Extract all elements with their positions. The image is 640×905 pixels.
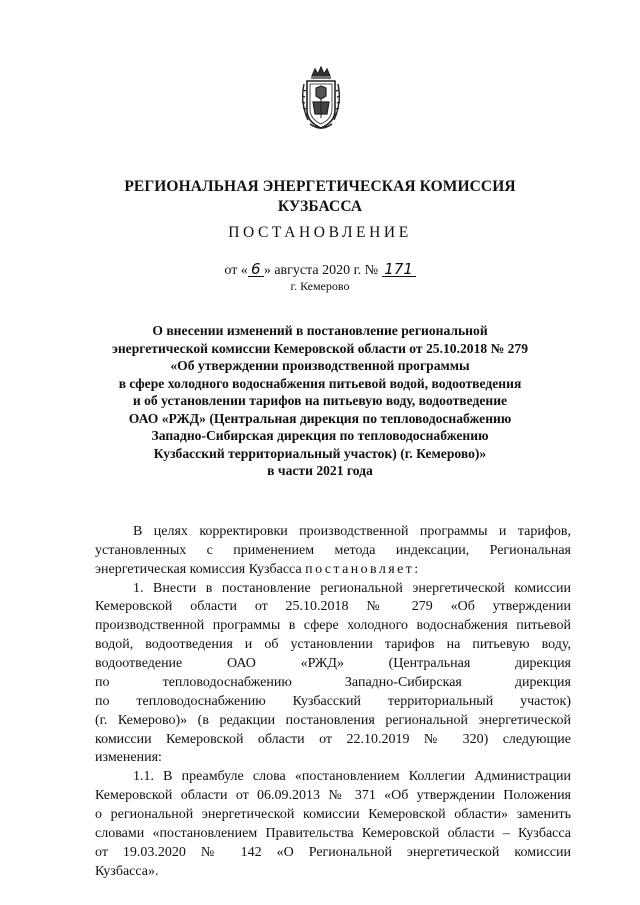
title-line: в части 2021 года	[267, 463, 373, 478]
body-line: словами «постановлением Правительства Кемеровской области – Кузбасса	[95, 826, 571, 841]
city: г. Кемерово	[290, 279, 350, 293]
title-line: «Об утверждении производственной программы	[170, 358, 470, 373]
body-line: установленных с применением метода индексации, Региональная	[95, 543, 571, 558]
body-line: о региональной энергетической комиссии Кемеровской области» заменить	[95, 807, 571, 822]
body-text: энергетическая комиссия Кузбасса	[95, 562, 306, 577]
title-line: Кузбасский территориальный участок) (г. Кемерово)»	[153, 446, 487, 461]
body-line: Кемеровской области от 25.10.2018 № 279 «Об утверждении	[95, 599, 571, 614]
body-line: от 19.03.2020 № 142 «О Региональной энергетической комиссии	[95, 845, 571, 860]
doc-number: 171	[382, 262, 416, 277]
body-line: Кузбасса».	[95, 864, 159, 879]
body-line: В целях корректировки производственной программы и тарифов,	[133, 524, 571, 539]
body-line: водоотведение ОАО «РЖД» (Центральная дирекция	[95, 656, 571, 671]
body-line: (г. Кемерово)» (в редакции постановления региональной энергетической	[95, 713, 571, 728]
title-line: энергетической комиссии Кемеровской области от 25.10.2018 № 279	[111, 341, 529, 356]
org-name-line2: КУЗБАССА	[277, 198, 363, 215]
date-prefix: от «	[224, 263, 248, 278]
body-line: 1. Внести в постановление региональной энергетической комиссии	[133, 581, 571, 596]
title-line: Западно-Сибирская дирекция по тепловодоснабжению	[151, 428, 489, 443]
title-line: О внесении изменений в постановление региональной	[152, 323, 488, 338]
body-line: изменения:	[95, 750, 162, 765]
body-line: по тепловодоснабжению Западно-Сибирская дирекция	[95, 675, 571, 690]
body-text: :	[414, 562, 419, 577]
resolves-word: постановляет	[305, 562, 415, 577]
title-line: ОАО «РЖД» (Центральная дирекция по тепловодоснабжению	[128, 411, 512, 426]
body-line: 1.1. В преамбуле слова «постановлением Коллегии Администрации	[133, 769, 571, 784]
kuzbass-coat-of-arms-icon	[298, 66, 344, 132]
org-name-line1: РЕГИОНАЛЬНАЯ ЭНЕРГЕТИЧЕСКАЯ КОМИССИЯ	[124, 178, 516, 195]
title-line: и об установлении тарифов на питьевую воду, водоотведение	[132, 393, 508, 408]
date-middle: » августа 2020 г. №	[263, 263, 379, 278]
body-line: водой, водоотведения и об установлении тарифов на питьевую воду,	[95, 637, 571, 652]
title-line: в сфере холодного водоснабжения питьевой водой, водоотведения	[118, 376, 522, 391]
body-line: комиссии Кемеровской области от 22.10.2019 № 320) следующие	[95, 732, 571, 747]
body-line: Кемеровской области от 06.09.2013 № 371 «Об утверждении Положения	[95, 788, 571, 803]
date-day: 6	[248, 262, 264, 277]
doc-type: ПОСТАНОВЛЕНИЕ	[228, 224, 412, 241]
date-line	[60, 262, 580, 279]
body-line: по тепловодоснабжению Кузбасский территориальный участок)	[95, 694, 571, 709]
body-line	[95, 561, 571, 579]
body-line: производственной программы в сфере холодного водоснабжения питьевой	[95, 618, 571, 633]
